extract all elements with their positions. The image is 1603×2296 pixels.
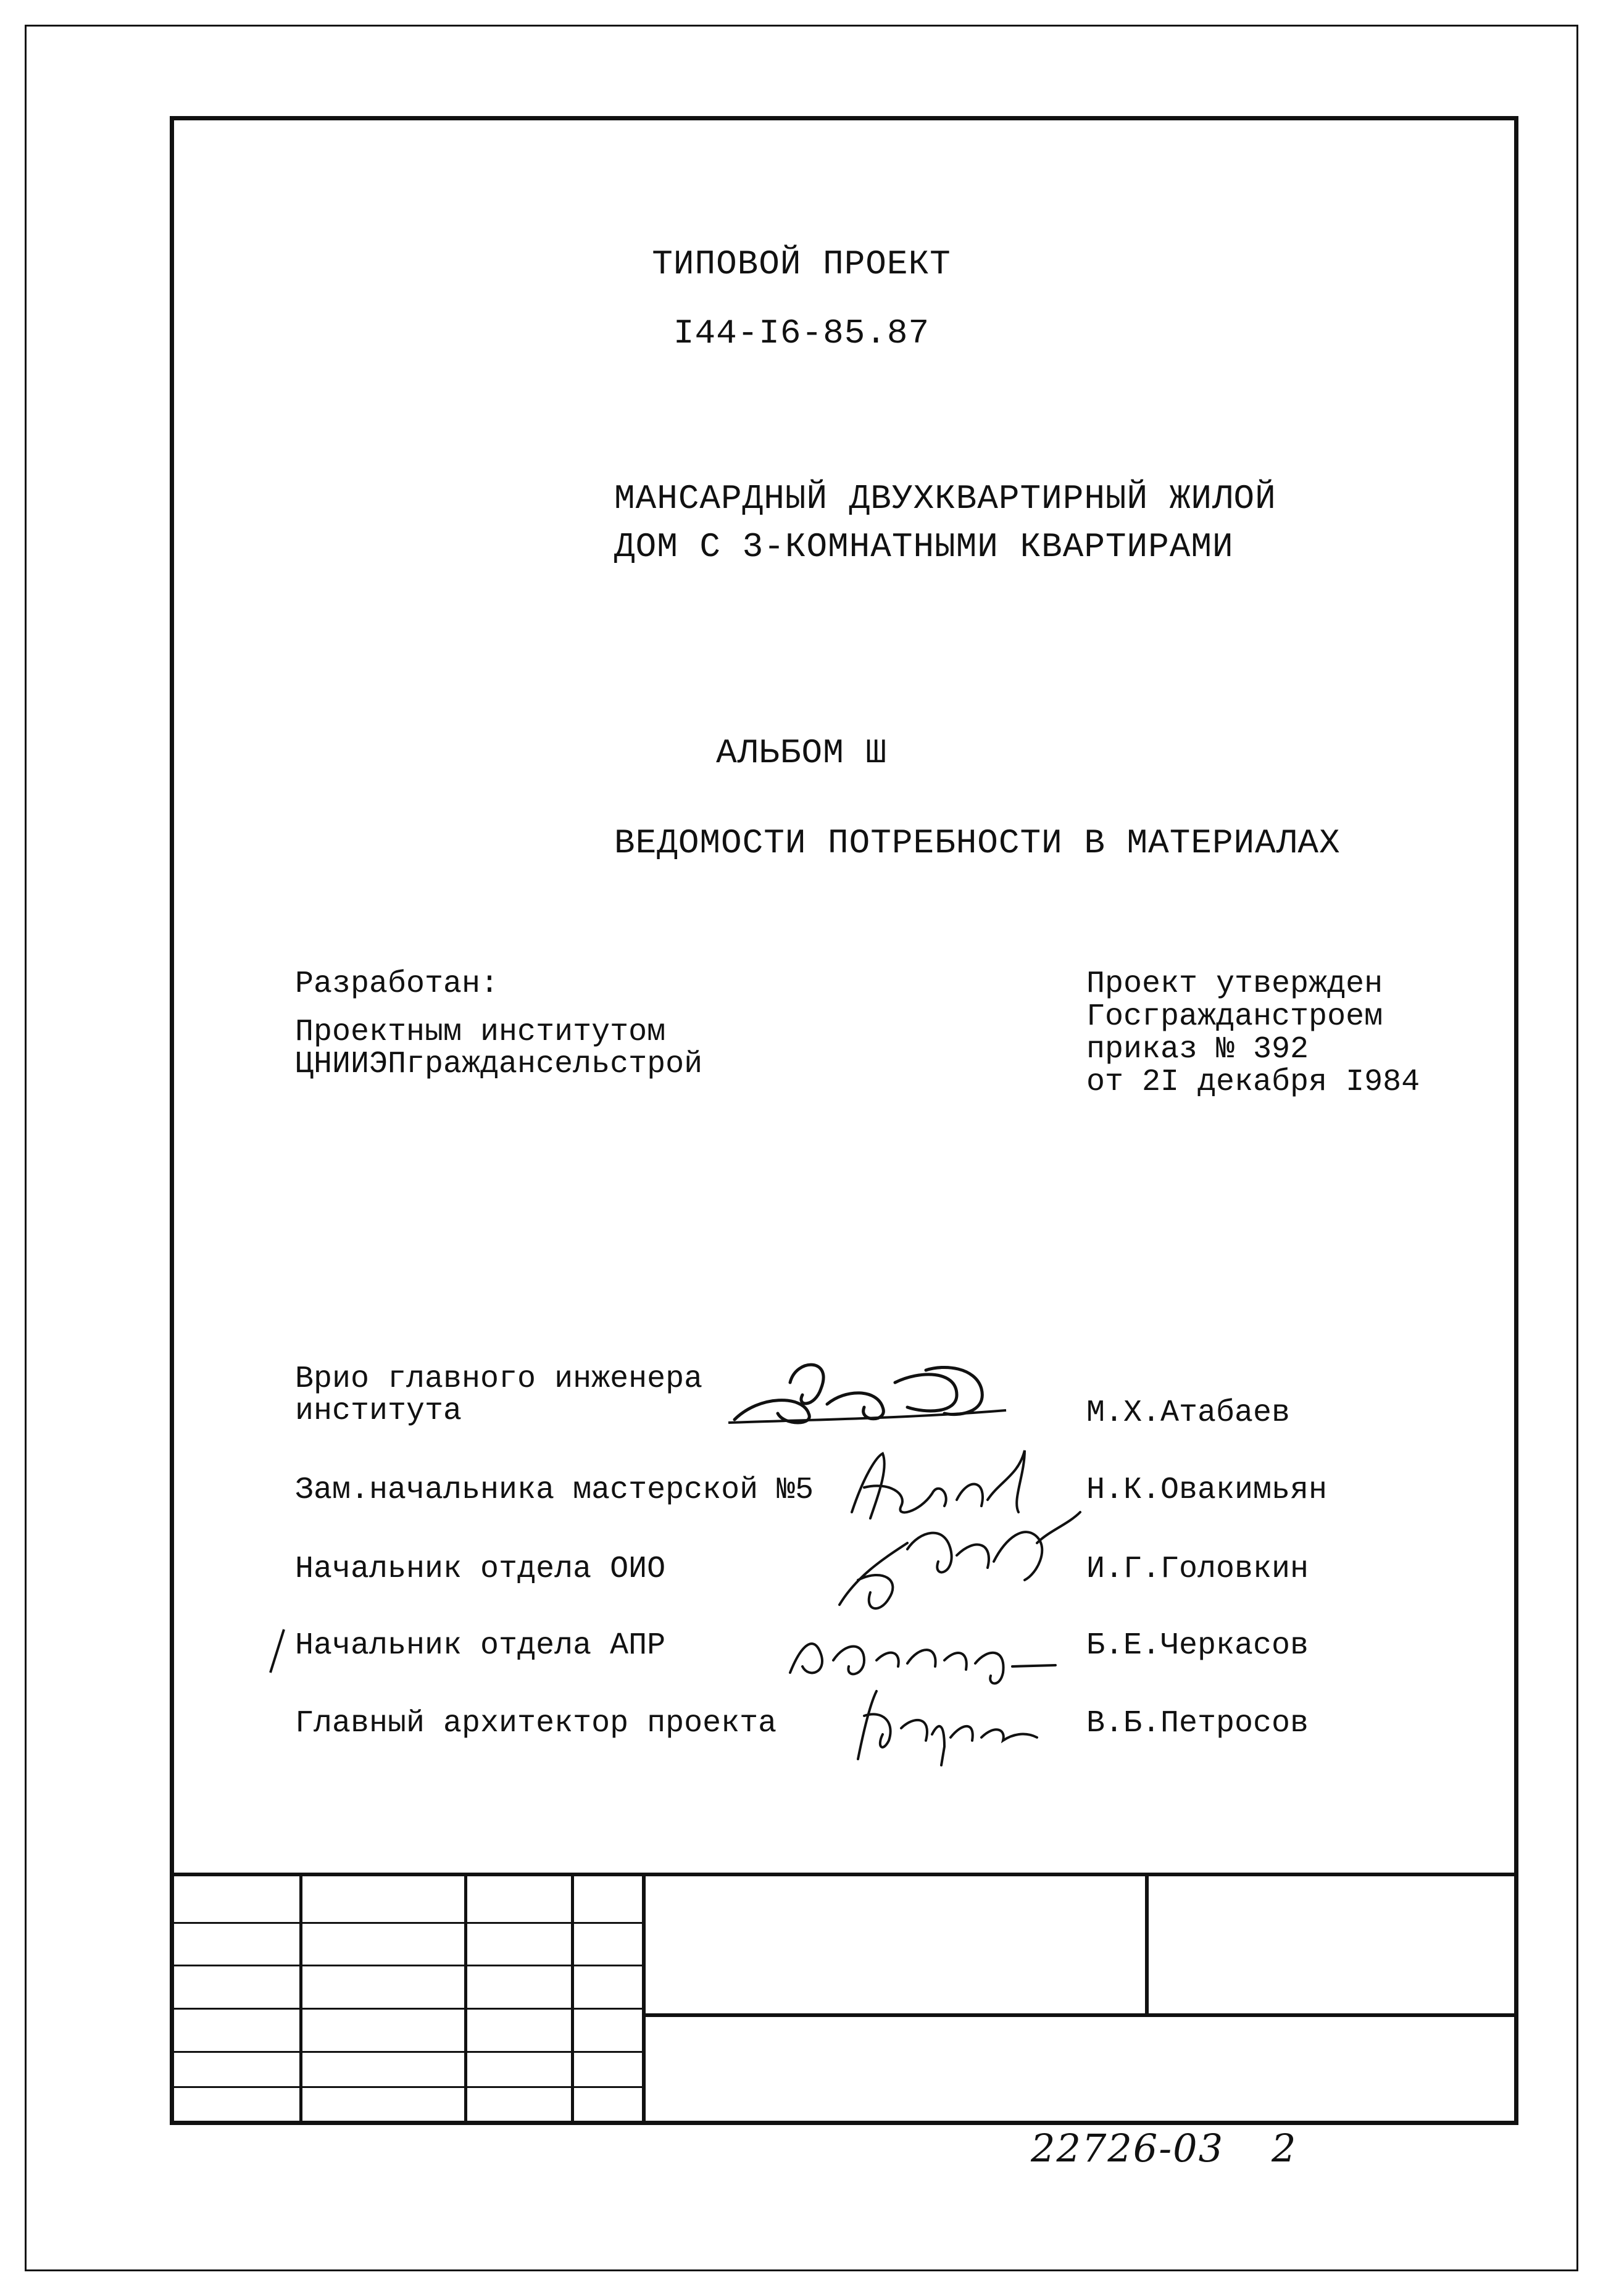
developer-line2: ЦНИИЭПграждансельстрой xyxy=(295,1047,703,1082)
inner-frame-left xyxy=(170,116,174,2125)
developer-heading: Разработан: xyxy=(295,967,499,1002)
signatory-5-title: Главный архитектор проекта xyxy=(295,1706,777,1741)
outer-frame-right xyxy=(1576,25,1578,2271)
signatory-3-name: И.Г.Головкин xyxy=(1086,1552,1309,1587)
title-block-col-line xyxy=(464,1873,467,2123)
signatory-1-title: Врио главного инженера xyxy=(295,1362,703,1397)
approval-line2: Госгражданстроем xyxy=(1086,999,1383,1034)
approval-line3: приказ № 392 xyxy=(1086,1032,1309,1067)
signature-5 xyxy=(839,1679,1062,1771)
page-number: 2 xyxy=(1272,2126,1297,2171)
inner-frame-top xyxy=(170,116,1518,120)
title-block-col-line xyxy=(642,1873,646,2123)
signatory-4-title: Начальник отдела АПР xyxy=(295,1628,666,1663)
signatory-5-name: В.Б.Петросов xyxy=(1086,1706,1309,1741)
outer-frame-bottom xyxy=(25,2269,1578,2271)
title-block-col-line xyxy=(571,1873,574,2123)
document-type-title: ТИПОВОЙ ПРОЕКТ xyxy=(652,244,951,284)
inner-frame-right xyxy=(1514,116,1518,2125)
inner-frame-bottom xyxy=(170,2121,1518,2125)
signatory-1-title-cont: института xyxy=(295,1394,462,1429)
approval-line1: Проект утвержден xyxy=(1086,967,1383,1002)
project-name-line1: МАНСАРДНЫЙ ДВУХКВАРТИРНЫЙ ЖИЛОЙ xyxy=(614,479,1276,518)
project-number: I44-I6-85.87 xyxy=(673,314,930,353)
signatory-1-name: М.Х.Атабаев xyxy=(1086,1395,1291,1431)
signature-3 xyxy=(821,1500,1093,1623)
title-block-col-line xyxy=(299,1873,302,2123)
album-subject: ВЕДОМОСТИ ПОТРЕБНОСТИ В МАТЕРИАЛАХ xyxy=(614,823,1341,863)
project-name-line2: ДОМ С 3-КОМНАТНЫМИ КВАРТИРАМИ xyxy=(614,527,1234,567)
signatory-2-title: Зам.начальника мастерской №5 xyxy=(295,1473,814,1508)
signature-1 xyxy=(722,1346,1037,1438)
signatory-2-name: Н.К.Овакимьян xyxy=(1086,1473,1328,1508)
developer-line1: Проектным институтом xyxy=(295,1015,666,1050)
signatory-4-name: Б.Е.Черкасов xyxy=(1086,1628,1309,1663)
margin-tick-mark xyxy=(265,1626,290,1676)
signatory-3-title: Начальник отдела ОИО xyxy=(295,1552,666,1587)
outer-frame-left xyxy=(25,25,27,2271)
approval-line4: от 2I декабря I984 xyxy=(1086,1065,1420,1100)
album-label: АЛЬБОМ Ш xyxy=(716,733,887,773)
inventory-number: 22726-03 xyxy=(1031,2126,1225,2171)
title-block-divider xyxy=(642,2013,1518,2017)
title-block-top-line xyxy=(170,1873,1518,1876)
outer-frame-top xyxy=(25,25,1578,27)
title-block-col-line xyxy=(1145,1873,1149,2016)
